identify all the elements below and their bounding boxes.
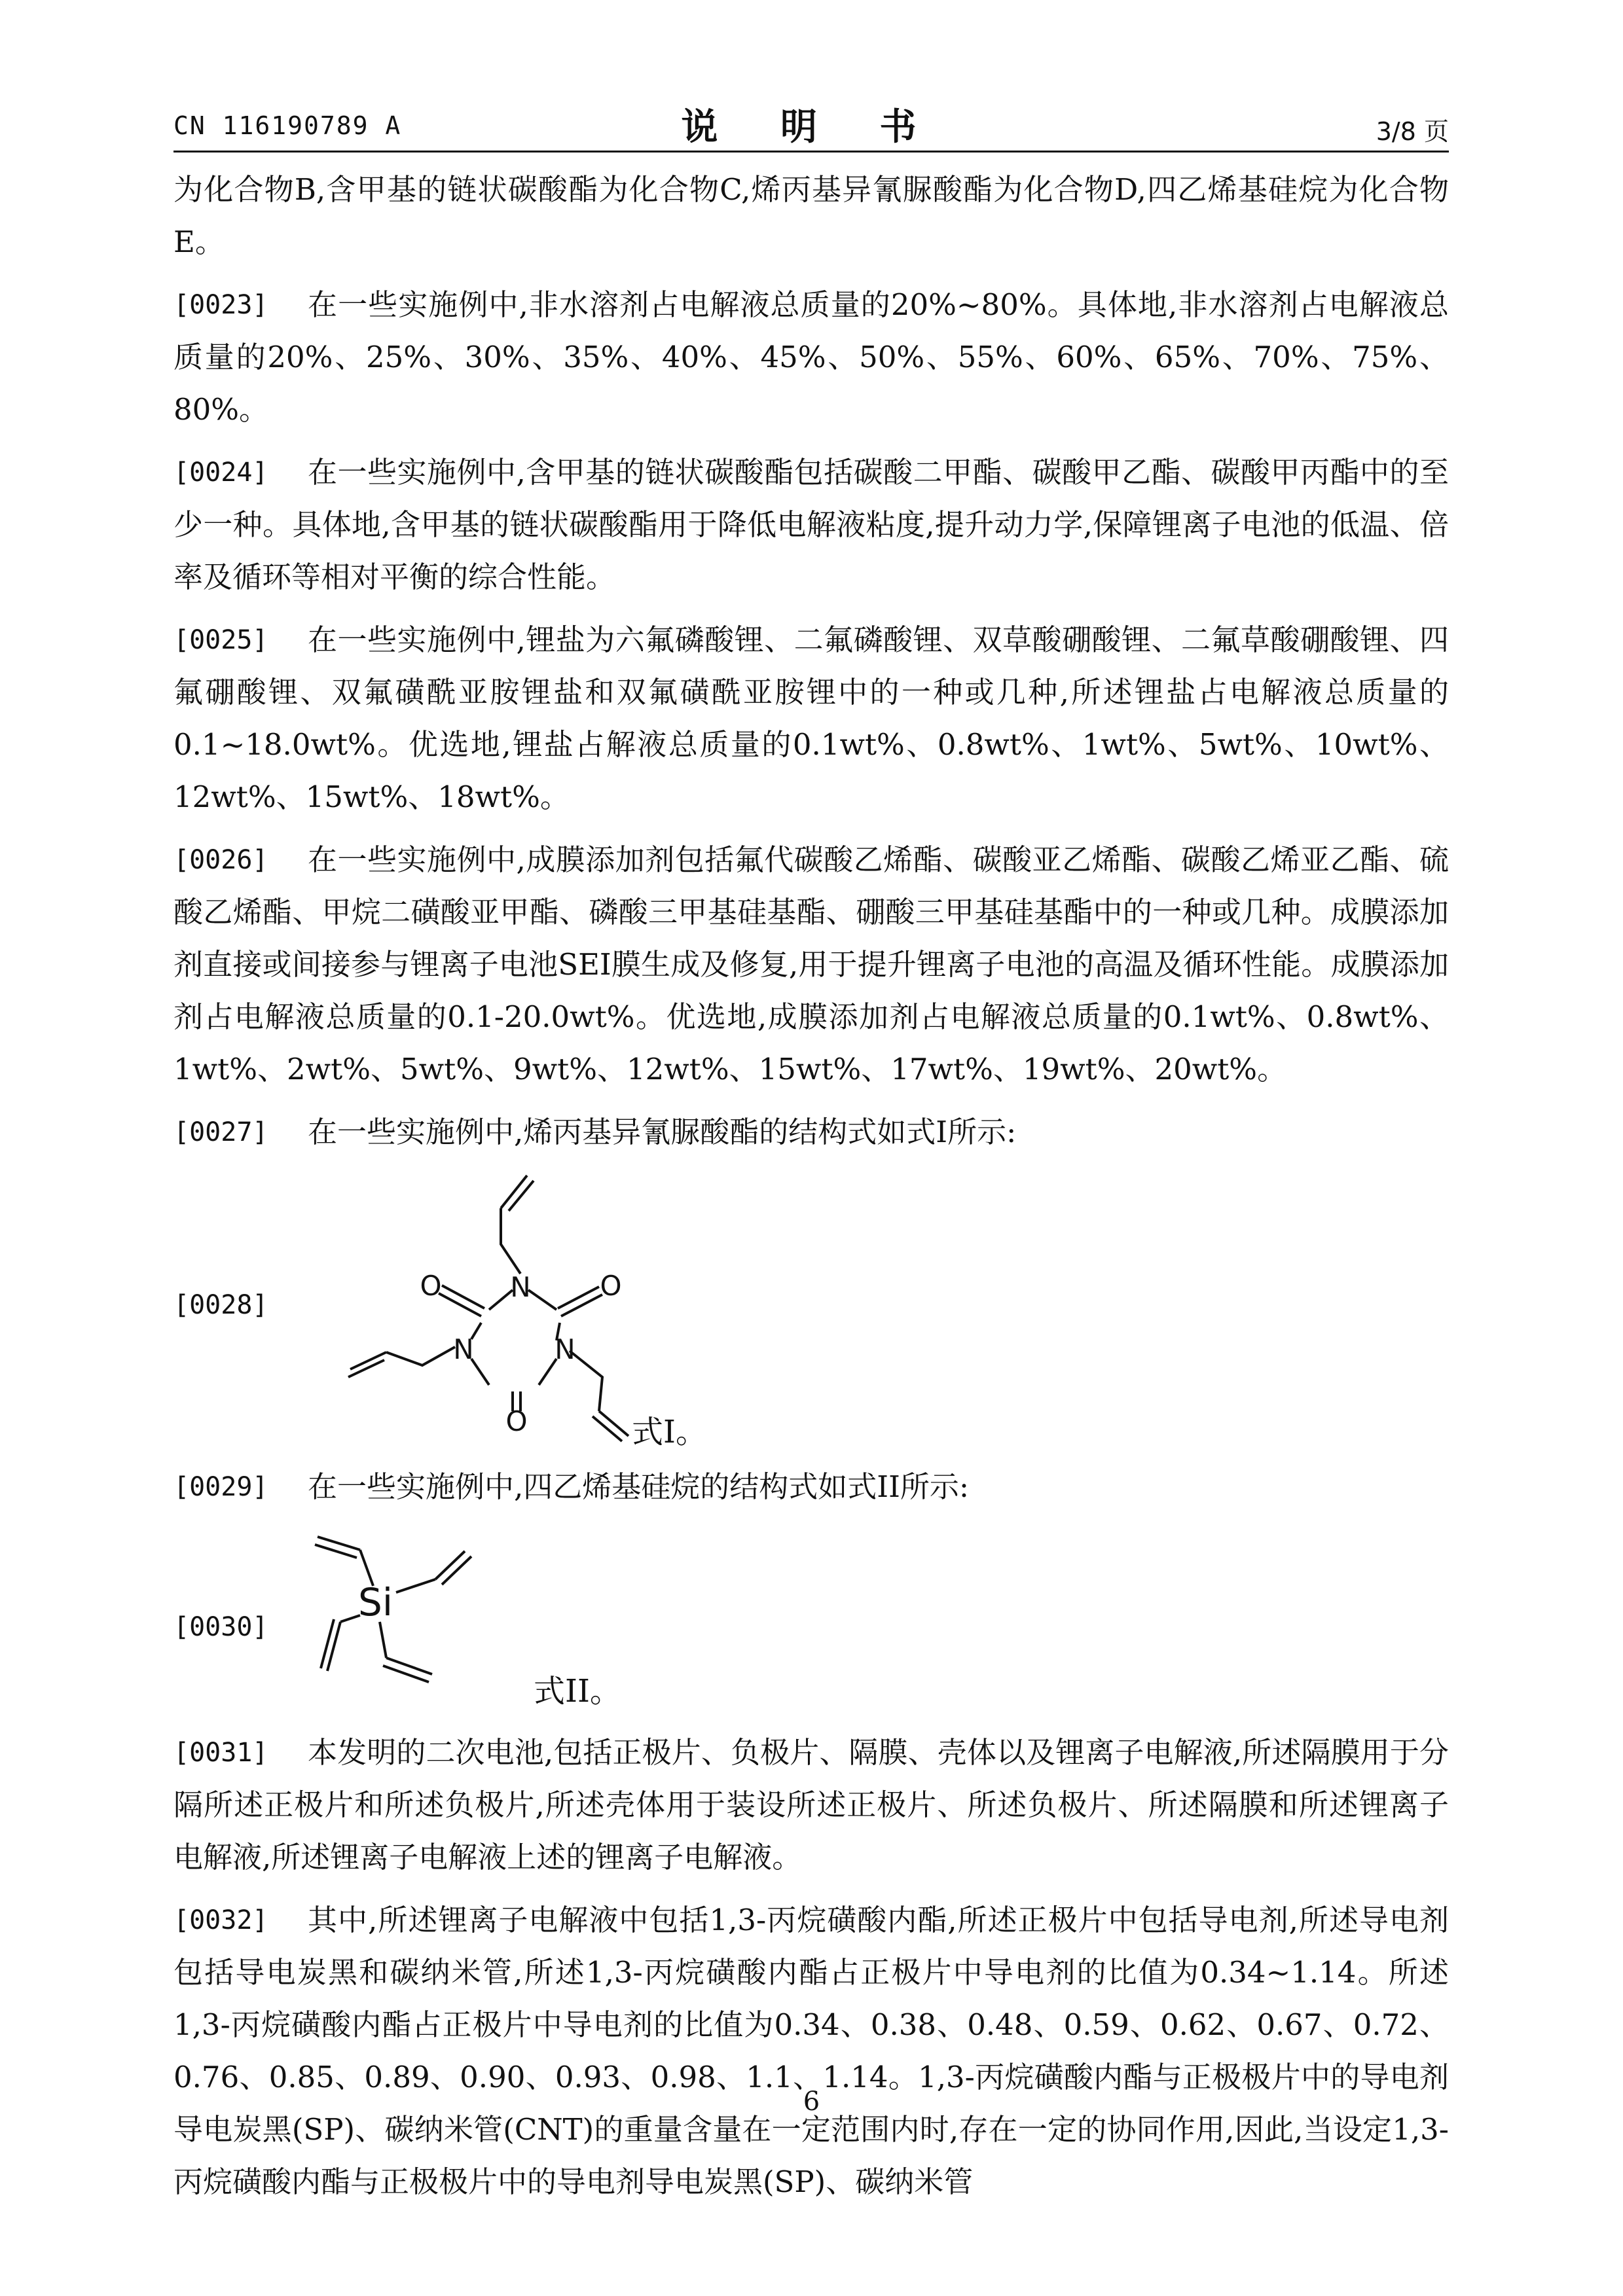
section-title: 说 明 书 <box>681 106 941 149</box>
paragraph-number: [0024] <box>173 457 268 488</box>
paragraph-number: [0029] <box>173 1472 268 1502</box>
oxygen-atom-bottom: O <box>505 1405 528 1437</box>
patent-number: CN 116190789 A <box>173 111 402 140</box>
header-divider <box>173 151 1449 152</box>
formula-row-1 <box>173 1169 1449 1457</box>
page-header <box>173 98 1449 151</box>
paragraph-number: [0026] <box>173 845 268 875</box>
nitrogen-atom-top: N <box>510 1271 531 1303</box>
paragraph-number: [0032] <box>173 1905 268 1935</box>
nitrogen-atom-left: N <box>453 1333 474 1365</box>
silicon-atom: Si <box>358 1580 393 1624</box>
paragraph-text: 在一些实施例中,锂盐为六氟磷酸锂、二氟磷酸锂、双草酸硼酸锂、二氟草酸硼酸锂、四氟硼酸锂、双氟磺酰亚胺锂盐和双氟磺酰亚胺锂中的一种或几种,所述锂盐占电解液总质量的0.1~18.0wt%。优选地,锂盐占解液总质量的0.1wt%、0.8wt%、1wt%、5wt%、10wt%、12wt%、15wt%、18wt%。 <box>173 622 1449 814</box>
paragraph-number: [0025] <box>173 625 268 655</box>
oxygen-atom-top-right: O <box>600 1270 622 1302</box>
paragraph-0027 <box>173 1106 1449 1158</box>
paragraph-0031 <box>173 1727 1449 1884</box>
paragraph-number: [0030] <box>173 1612 268 1642</box>
formula-row-2 <box>173 1524 1449 1720</box>
tetravinylsilane-structure <box>304 1524 697 1720</box>
oxygen-atom-top-left: O <box>420 1270 442 1302</box>
paragraph-number: [0031] <box>173 1738 268 1768</box>
formula-label-2: 式II。 <box>534 1673 621 1710</box>
paragraph-0032 <box>173 1894 1449 2208</box>
paragraph-number: [0023] <box>173 290 268 320</box>
page-of-total: 3/8 页 <box>1376 117 1449 146</box>
paragraph-text: 在一些实施例中,成膜添加剂包括氟代碳酸乙烯酯、碳酸亚乙烯酯、碳酸乙烯亚乙酯、硫酸乙烯酯、甲烷二磺酸亚甲酯、磷酸三甲基硅基酯、硼酸三甲基硅基酯中的一种或几种。成膜添加剂直接或间接参与锂离子电池SEI膜生成及修复,用于提升锂离子电池的高温及循环性能。成膜添加剂占电解液总质量的0.1-20.0wt%。优选地,成膜添加剂占电解液总质量的0.1wt%、0.8wt%、1wt%、2wt%、5wt%、9wt%、12wt%、15wt%、17wt%、19wt%、20wt%。 <box>173 842 1449 1086</box>
paragraph-number: [0027] <box>173 1117 268 1147</box>
paragraph-continuation <box>173 164 1449 268</box>
paragraph-text: 在一些实施例中,烯丙基异氰脲酸酯的结构式如式I所示: <box>308 1115 1017 1149</box>
paragraph-text: 在一些实施例中,四乙烯基硅烷的结构式如式II所示: <box>308 1469 970 1504</box>
paragraph-0025 <box>173 614 1449 823</box>
paragraph-text: 在一些实施例中,含甲基的链状碳酸酯包括碳酸二甲酯、碳酸甲乙酯、碳酸甲丙酯中的至少一种。具体地,含甲基的链状碳酸酯用于降低电解液粘度,提升动力学,保障锂离子电池的低温、倍率及循环等相对平衡的综合性能。 <box>173 455 1449 594</box>
document-body <box>173 164 1449 2219</box>
paragraph-0023 <box>173 279 1449 436</box>
paragraph-text: 本发明的二次电池,包括正极片、负极片、隔膜、壳体以及锂离子电解液,所述隔膜用于分隔所述正极片和所述负极片,所述壳体用于装设所述正极片、所述负极片、所述隔膜和所述锂离子电解液,所述锂离子电解液上述的锂离子电解液。 <box>173 1735 1449 1874</box>
paragraph-number: [0028] <box>173 1290 268 1320</box>
paragraph-text: 为化合物B,含甲基的链状碳酸酯为化合物C,烯丙基异氰脲酸酯为化合物D,四乙烯基硅烷为化合物E。 <box>173 172 1449 259</box>
triallyl-isocyanurate-structure <box>304 1169 802 1457</box>
paragraph-text: 其中,所述锂离子电解液中包括1,3-丙烷磺酸内酯,所述正极片中包括导电剂,所述导电剂包括导电炭黑和碳纳米管,所述1,3-丙烷磺酸内酯占正极片中导电剂的比值为0.34~1.14。所述1,3-丙烷磺酸内酯占正极片中导电剂的比值为0.34、0.38、0.48、0.59、0.62、0.67、0.72、0.76、0.85、0.89、0.90、0.93、0.98、1.1、1.14。1,3-丙烷磺酸内酯与正极极片中的导电剂导电炭黑(SP)、碳纳米管(CNT)的重量含量在一定范围内时,存在一定的协同作用,因此,当设定1,3-丙烷磺酸内酯与正极极片中的导电剂导电炭黑(SP)、碳纳米管 <box>173 1903 1449 2199</box>
paragraph-text: 在一些实施例中,非水溶剂占电解液总质量的20%~80%。具体地,非水溶剂占电解液总质量的20%、25%、30%、35%、40%、45%、50%、55%、60%、65%、70%、75%、80%。 <box>173 287 1449 427</box>
paragraph-0026 <box>173 834 1449 1096</box>
paragraph-0024 <box>173 446 1449 603</box>
paragraph-0029 <box>173 1461 1449 1513</box>
formula-label-1: 式I。 <box>632 1414 707 1450</box>
nitrogen-atom-right: N <box>555 1333 575 1365</box>
page-number: 6 <box>803 2087 820 2117</box>
